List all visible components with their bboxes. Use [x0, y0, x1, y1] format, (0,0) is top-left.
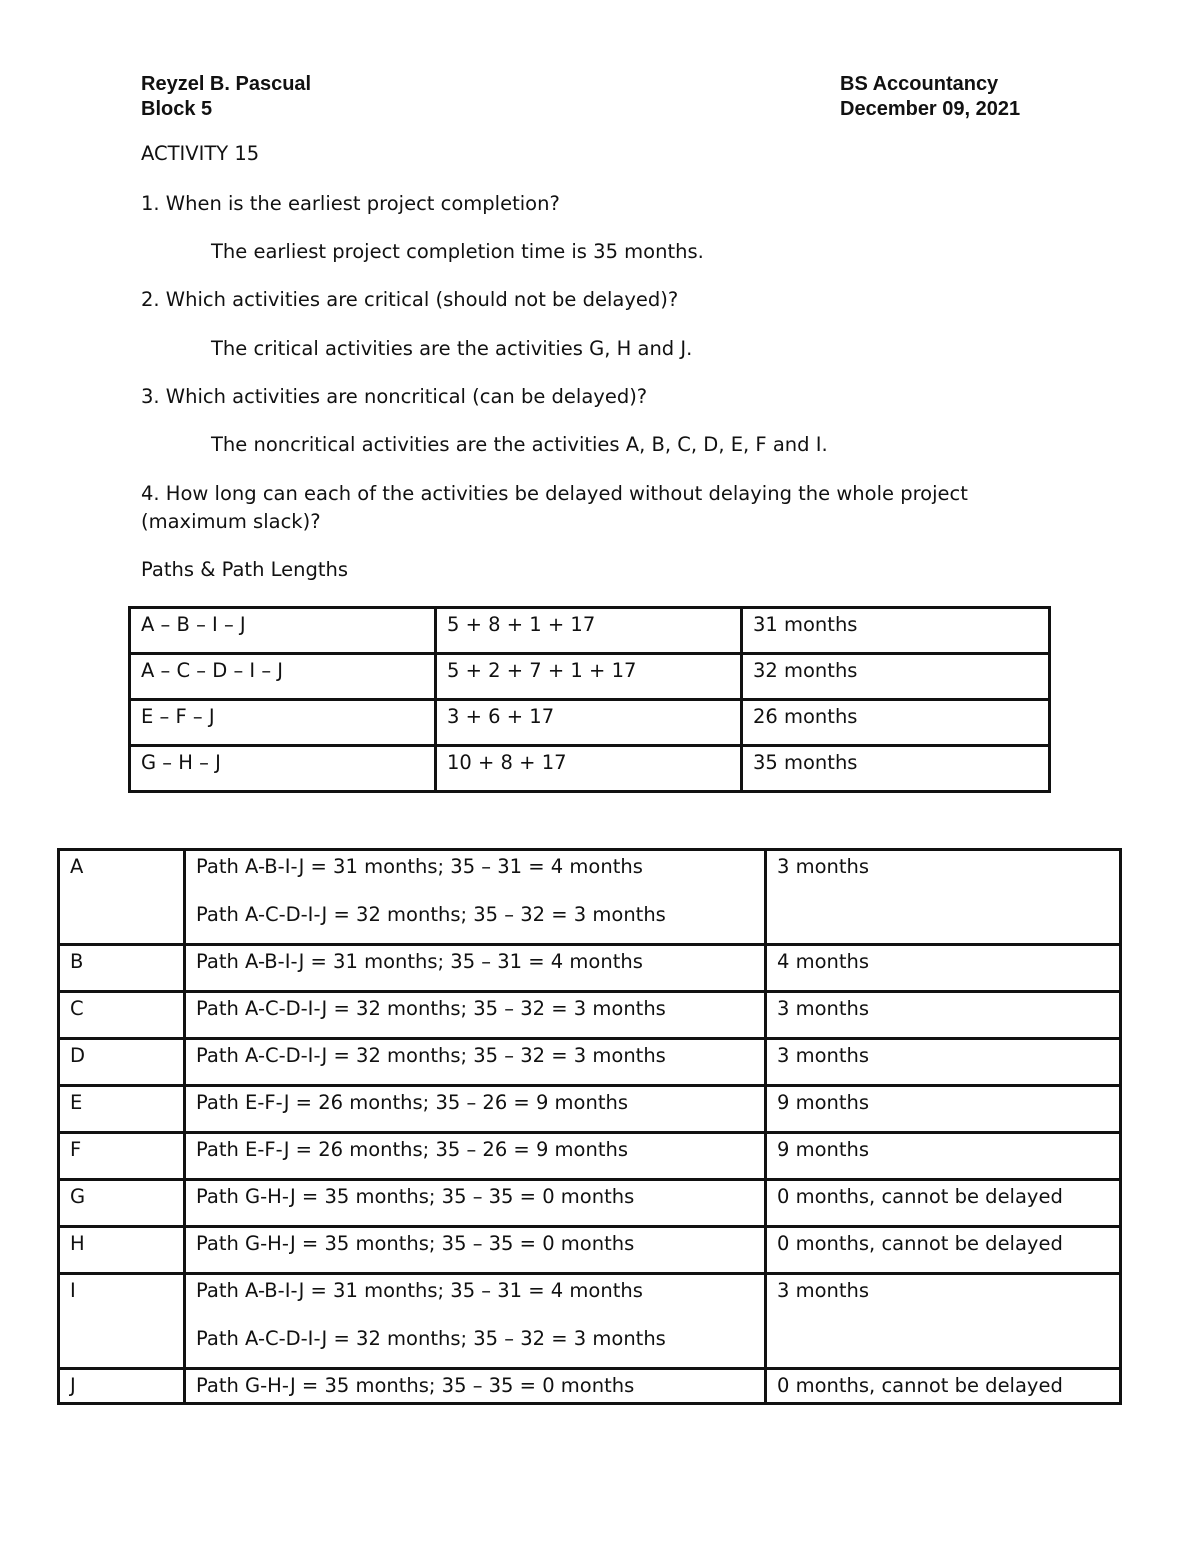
- slack-cell: 3 months: [766, 1039, 1121, 1086]
- slack-cell: 9 months: [766, 1086, 1121, 1133]
- question-3: 3. Which activities are noncritical (can be delayed)?: [141, 385, 648, 408]
- formula-cell: 3 + 6 + 17: [436, 700, 742, 746]
- formula-cell: 5 + 8 + 1 + 17: [436, 608, 742, 654]
- computation-line: Path A-B-I-J = 31 months; 35 – 31 = 4 months: [196, 855, 643, 878]
- student-name: Reyzel B. Pascual: [141, 73, 312, 95]
- slack-cell: 3 months: [766, 1274, 1121, 1369]
- table-row: [59, 1133, 1121, 1180]
- table-row: [59, 945, 1121, 992]
- computation-cell: [185, 1133, 766, 1180]
- slack-cell: 0 months, cannot be delayed: [766, 1180, 1121, 1227]
- table-row: [130, 654, 1050, 700]
- computation-cell: [185, 1369, 766, 1404]
- slack-cell: 3 months: [766, 850, 1121, 945]
- path-cell: A – C – D – I – J: [130, 654, 436, 700]
- computation-cell: [185, 992, 766, 1039]
- question-4-line-1: 4. How long can each of the activities be delayed without delaying the whole project: [141, 482, 968, 505]
- table-row: [130, 608, 1050, 654]
- computation-line: Path A-C-D-I-J = 32 months; 35 – 32 = 3 months: [196, 1044, 666, 1067]
- table-row: [130, 746, 1050, 792]
- activity-cell: B: [59, 945, 185, 992]
- computation-cell: [185, 1274, 766, 1369]
- table-row: [59, 1369, 1121, 1404]
- activity-cell: H: [59, 1227, 185, 1274]
- computation-line: Path G-H-J = 35 months; 35 – 35 = 0 months: [196, 1232, 635, 1255]
- slack-cell: 9 months: [766, 1133, 1121, 1180]
- length-cell: 35 months: [742, 746, 1050, 792]
- table-row: [130, 700, 1050, 746]
- computation-cell: [185, 1086, 766, 1133]
- computation-line: Path A-B-I-J = 31 months; 35 – 31 = 4 months: [196, 1279, 643, 1302]
- table-row: [59, 1180, 1121, 1227]
- answer-3: The noncritical activities are the activities A, B, C, D, E, F and I.: [211, 433, 828, 456]
- length-cell: 31 months: [742, 608, 1050, 654]
- path-cell: G – H – J: [130, 746, 436, 792]
- activity-cell: D: [59, 1039, 185, 1086]
- length-cell: 26 months: [742, 700, 1050, 746]
- submission-date: December 09, 2021: [840, 98, 1021, 120]
- paths-heading: Paths & Path Lengths: [141, 558, 349, 581]
- question-4-line-2: (maximum slack)?: [141, 510, 321, 533]
- table-row: [59, 992, 1121, 1039]
- computation-line: Path E-F-J = 26 months; 35 – 26 = 9 months: [196, 1091, 629, 1114]
- computation-cell: [185, 1039, 766, 1086]
- computation-line: Path A-C-D-I-J = 32 months; 35 – 32 = 3 months: [196, 997, 666, 1020]
- activity-cell: C: [59, 992, 185, 1039]
- table-row: [59, 850, 1121, 945]
- path-cell: E – F – J: [130, 700, 436, 746]
- table-row: [59, 1086, 1121, 1133]
- computation-line: Path E-F-J = 26 months; 35 – 26 = 9 months: [196, 1138, 629, 1161]
- computation-line: Path G-H-J = 35 months; 35 – 35 = 0 months: [196, 1374, 635, 1397]
- computation-cell: [185, 1180, 766, 1227]
- paths-table: [128, 606, 1051, 793]
- slack-cell: 4 months: [766, 945, 1121, 992]
- length-cell: 32 months: [742, 654, 1050, 700]
- computation-line: Path A-C-D-I-J = 32 months; 35 – 32 = 3 months: [196, 903, 666, 926]
- activity-cell: F: [59, 1133, 185, 1180]
- slack-cell: 0 months, cannot be delayed: [766, 1369, 1121, 1404]
- slack-cell: 0 months, cannot be delayed: [766, 1227, 1121, 1274]
- slack-cell: 3 months: [766, 992, 1121, 1039]
- computation-cell: [185, 1227, 766, 1274]
- answer-1: The earliest project completion time is 35 months.: [211, 240, 704, 263]
- student-program: BS Accountancy: [840, 73, 999, 95]
- activity-title: ACTIVITY 15: [141, 142, 260, 165]
- formula-cell: 10 + 8 + 17: [436, 746, 742, 792]
- table-row: [59, 1274, 1121, 1369]
- computation-line: Path A-C-D-I-J = 32 months; 35 – 32 = 3 months: [196, 1327, 666, 1350]
- table-row: [59, 1039, 1121, 1086]
- question-2: 2. Which activities are critical (should not be delayed)?: [141, 288, 679, 311]
- computation-line: Path A-B-I-J = 31 months; 35 – 31 = 4 months: [196, 950, 643, 973]
- slack-table: [57, 848, 1122, 1405]
- activity-cell: A: [59, 850, 185, 945]
- question-1: 1. When is the earliest project completion?: [141, 192, 560, 215]
- computation-line: Path G-H-J = 35 months; 35 – 35 = 0 months: [196, 1185, 635, 1208]
- answer-2: The critical activities are the activities G, H and J.: [211, 337, 693, 360]
- student-block: Block 5: [141, 98, 213, 120]
- table-row: [59, 1227, 1121, 1274]
- computation-cell: [185, 945, 766, 992]
- path-cell: A – B – I – J: [130, 608, 436, 654]
- formula-cell: 5 + 2 + 7 + 1 + 17: [436, 654, 742, 700]
- activity-cell: E: [59, 1086, 185, 1133]
- activity-cell: J: [59, 1369, 185, 1404]
- activity-cell: I: [59, 1274, 185, 1369]
- activity-cell: G: [59, 1180, 185, 1227]
- computation-cell: [185, 850, 766, 945]
